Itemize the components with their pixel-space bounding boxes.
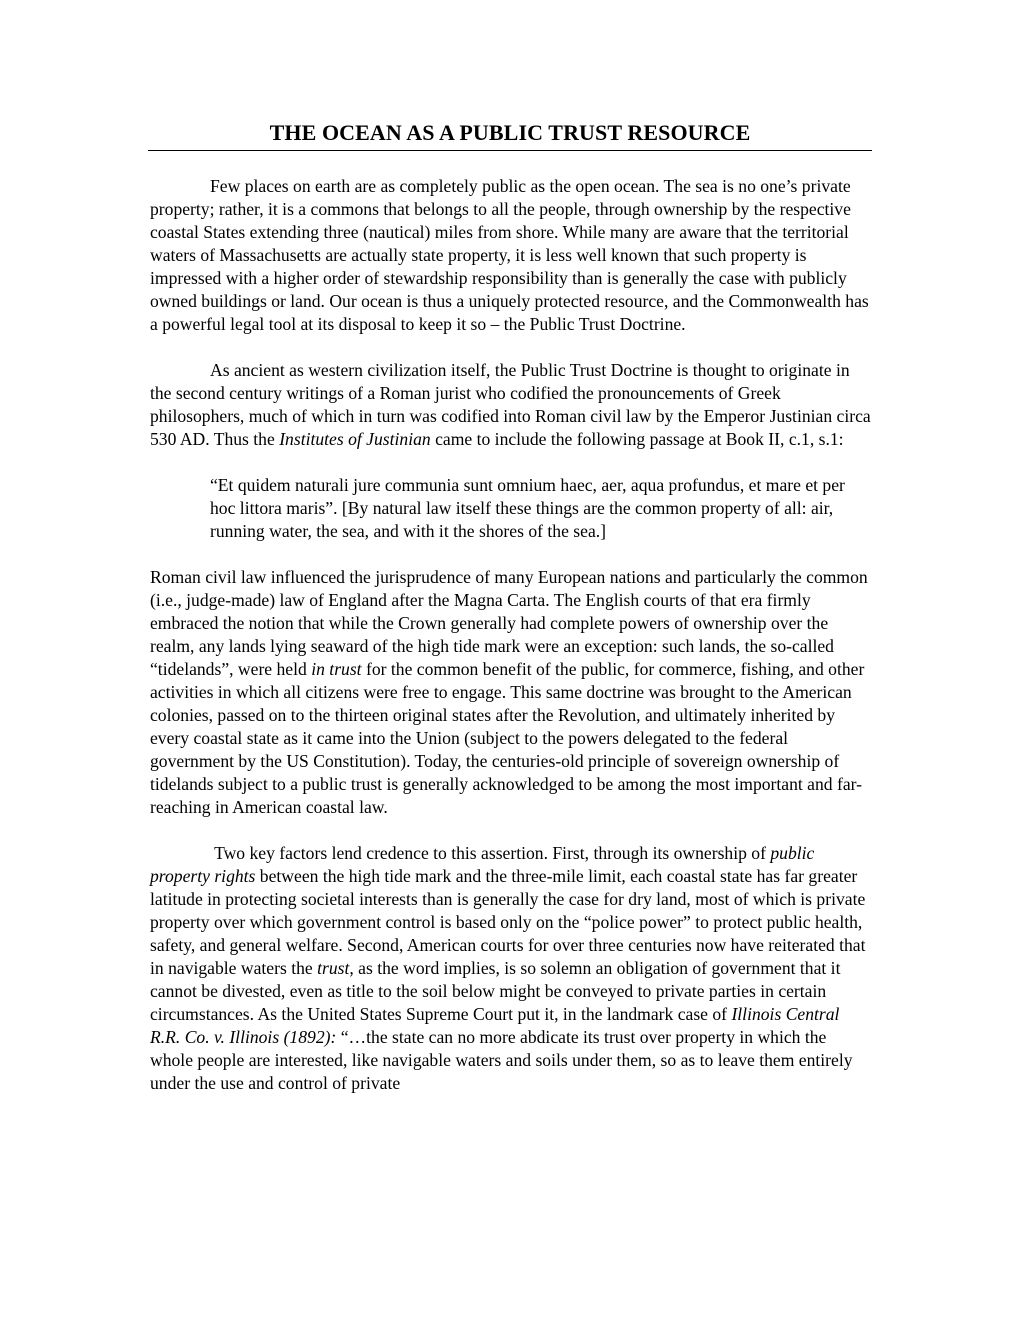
institutes-title: Institutes of Justinian: [279, 429, 431, 449]
paragraph-key-factors-text-c: between the high tide mark and the three-mile limit, each coastal state has far greater latitude in protecting societal interests than is generally the case for dry land, most of which is private property over which government control is based only on the “police power” to protect public health, safety, and general welfare. Second, American courts for over three centuries now have reiterated that in navigable waters the: [150, 866, 866, 978]
paragraph-origins: [150, 359, 872, 451]
trust-emphasis: trust,: [317, 958, 354, 978]
paragraph-key-factors-text-g: “…the state can no more abdicate its trust over property in which the whole people are interested, like navigable waters and soils under them, so as to leave them entirely under the use and control of private: [150, 1027, 853, 1093]
paragraph-roman-law-text-c: for the common benefit of the public, for commerce, fishing, and other activities in which all citizens were free to engage. This same doctrine was brought to the American colonies, passed on to the thirteen original states after the Revolution, and ultimately inherited by every coastal state as it came into the Union (subject to the powers delegated to the federal government by the US Constitution). Today, the centuries-old principle of sovereign ownership of tidelands subject to a public trust is generally acknowledged to be among the most important and far-reaching in American coastal law.: [150, 659, 865, 817]
latin-quote: “Et quidem naturali jure communia sunt omnium haec, aer, aqua profundus, et mare et per hoc littora maris”. [By natural law itself these things are the common property of all: air, running water, the sea, and with it the shores of the sea.]: [210, 475, 845, 541]
paragraph-key-factors: [150, 842, 872, 1095]
paragraph-origins-text-a: As ancient as western civilization itself, the Public Trust Doctrine is thought to originate in the second century writings of a Roman jurist who codified the pronouncements of Greek philosophers, much of which in turn was codified into Roman civil law by the Emperor Justinian circa 530 AD. Thus the: [150, 360, 871, 449]
paragraph-key-factors-text-a: Two key factors lend credence to this assertion. First, through its ownership of: [210, 843, 771, 863]
paragraph-key-factors-text-e: as the word implies, is so solemn an obligation of government that it cannot be divested, even as title to the soil below might be conveyed to private parties in certain circumstances. As the United States Supreme Court put it, in the landmark case of: [150, 958, 841, 1024]
in-trust-emphasis: in trust: [311, 659, 362, 679]
paragraph-intro: Few places on earth are as completely public as the open ocean. The sea is no one’s private property; rather, it is a commons that belongs to all the people, through ownership by the respective coastal States extending three (nautical) miles from shore. While many are aware that the territorial waters of Massachusetts are actually state property, it is less well known that such property is impressed with a higher order of stewardship responsibility than is generally the case with publicly owned buildings or land. Our ocean is thus a uniquely protected resource, and the Commonwealth has a powerful legal tool at its disposal to keep it so – the Public Trust Doctrine.: [150, 176, 869, 334]
paragraph-origins-text-c: came to include the following passage at Book II, c.1, s.1:: [430, 429, 844, 449]
paragraph-roman-law: [150, 566, 872, 819]
paragraph-roman-law-text-a: Roman civil law influenced the jurisprudence of many European nations and particularly the common (i.e., judge-made) law of England after the Magna Carta. The English courts of that era firmly embraced the notion that while the Crown generally had complete powers of ownership over the realm, any lands lying seaward of the high tide mark were an exception: such lands, the so-called “tidelands”, were held: [150, 567, 868, 679]
public-property-rights-emphasis: public property rights: [150, 843, 815, 886]
case-citation: Illinois Central R.R. Co. v. Illinois (1892):: [150, 1004, 840, 1047]
document-page: [150, 118, 872, 1095]
document-title: THE OCEAN AS A PUBLIC TRUST RESOURCE: [148, 118, 872, 151]
